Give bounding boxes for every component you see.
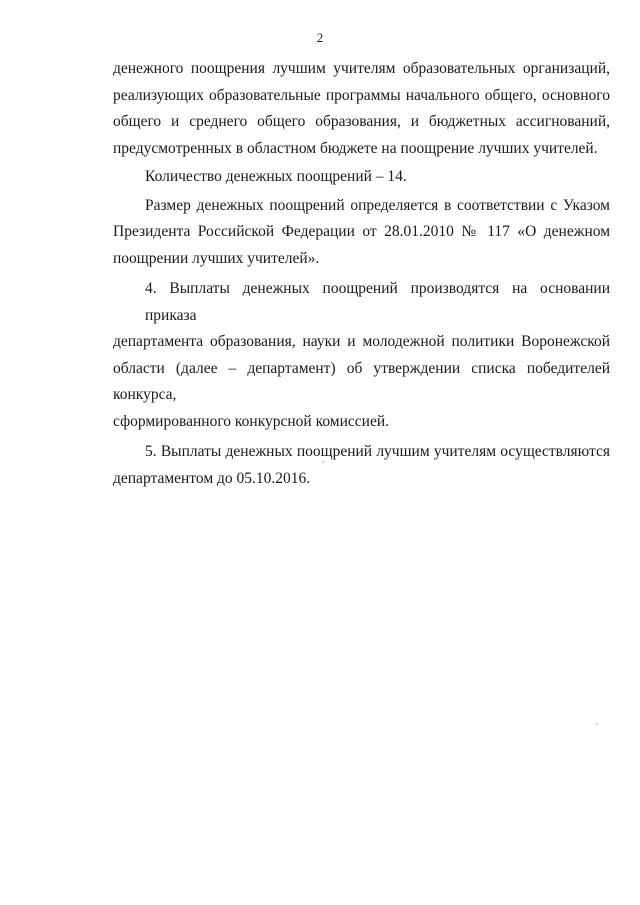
paragraph-item-4 xyxy=(113,276,610,435)
text-line: 4. Выплаты денежных поощрений производятся на основании приказа xyxy=(145,280,610,324)
text-line: сформированного конкурсной комиссией. xyxy=(113,412,390,430)
text-line: предусмотренных в областном бюджете на поощрение лучших учителей. xyxy=(113,139,598,157)
text-line: Количество денежных поощрений – 14. xyxy=(145,168,407,185)
text-line: денежного поощрения лучшим учителям образовательных организаций, xyxy=(113,60,610,77)
text-line: области (далее – департамент) об утверждении списка победителей конкурса, xyxy=(113,359,610,403)
paragraph-continuation xyxy=(113,56,610,162)
text-line: департамента образования, науки и молодежной политики Воронежской xyxy=(113,333,610,350)
text-line: департаментом до 05.10.2016. xyxy=(113,469,311,487)
text-line: общего и среднего общего образования, и бюджетных ассигнований, xyxy=(113,113,610,130)
scan-speck xyxy=(596,723,598,725)
text-line: реализующих образовательные программы начального общего, основного xyxy=(113,86,610,104)
text-line: поощрении лучших учителей». xyxy=(113,249,320,267)
text-line: 5. Выплаты денежных поощрений лучшим учителям осуществляются xyxy=(145,443,610,460)
paragraph-award-count xyxy=(113,164,610,191)
text-line: Размер денежных поощрений определяется в соответствии с Указом xyxy=(145,196,610,214)
paragraph-item-5 xyxy=(113,439,610,492)
page-number: 2 xyxy=(316,30,324,45)
scan-speck xyxy=(322,461,324,463)
text-line: Президента Российской Федерации от 28.01.2010 № 117 «О денежном xyxy=(113,223,610,240)
paragraph-award-size xyxy=(113,193,610,273)
document-body xyxy=(113,56,610,492)
